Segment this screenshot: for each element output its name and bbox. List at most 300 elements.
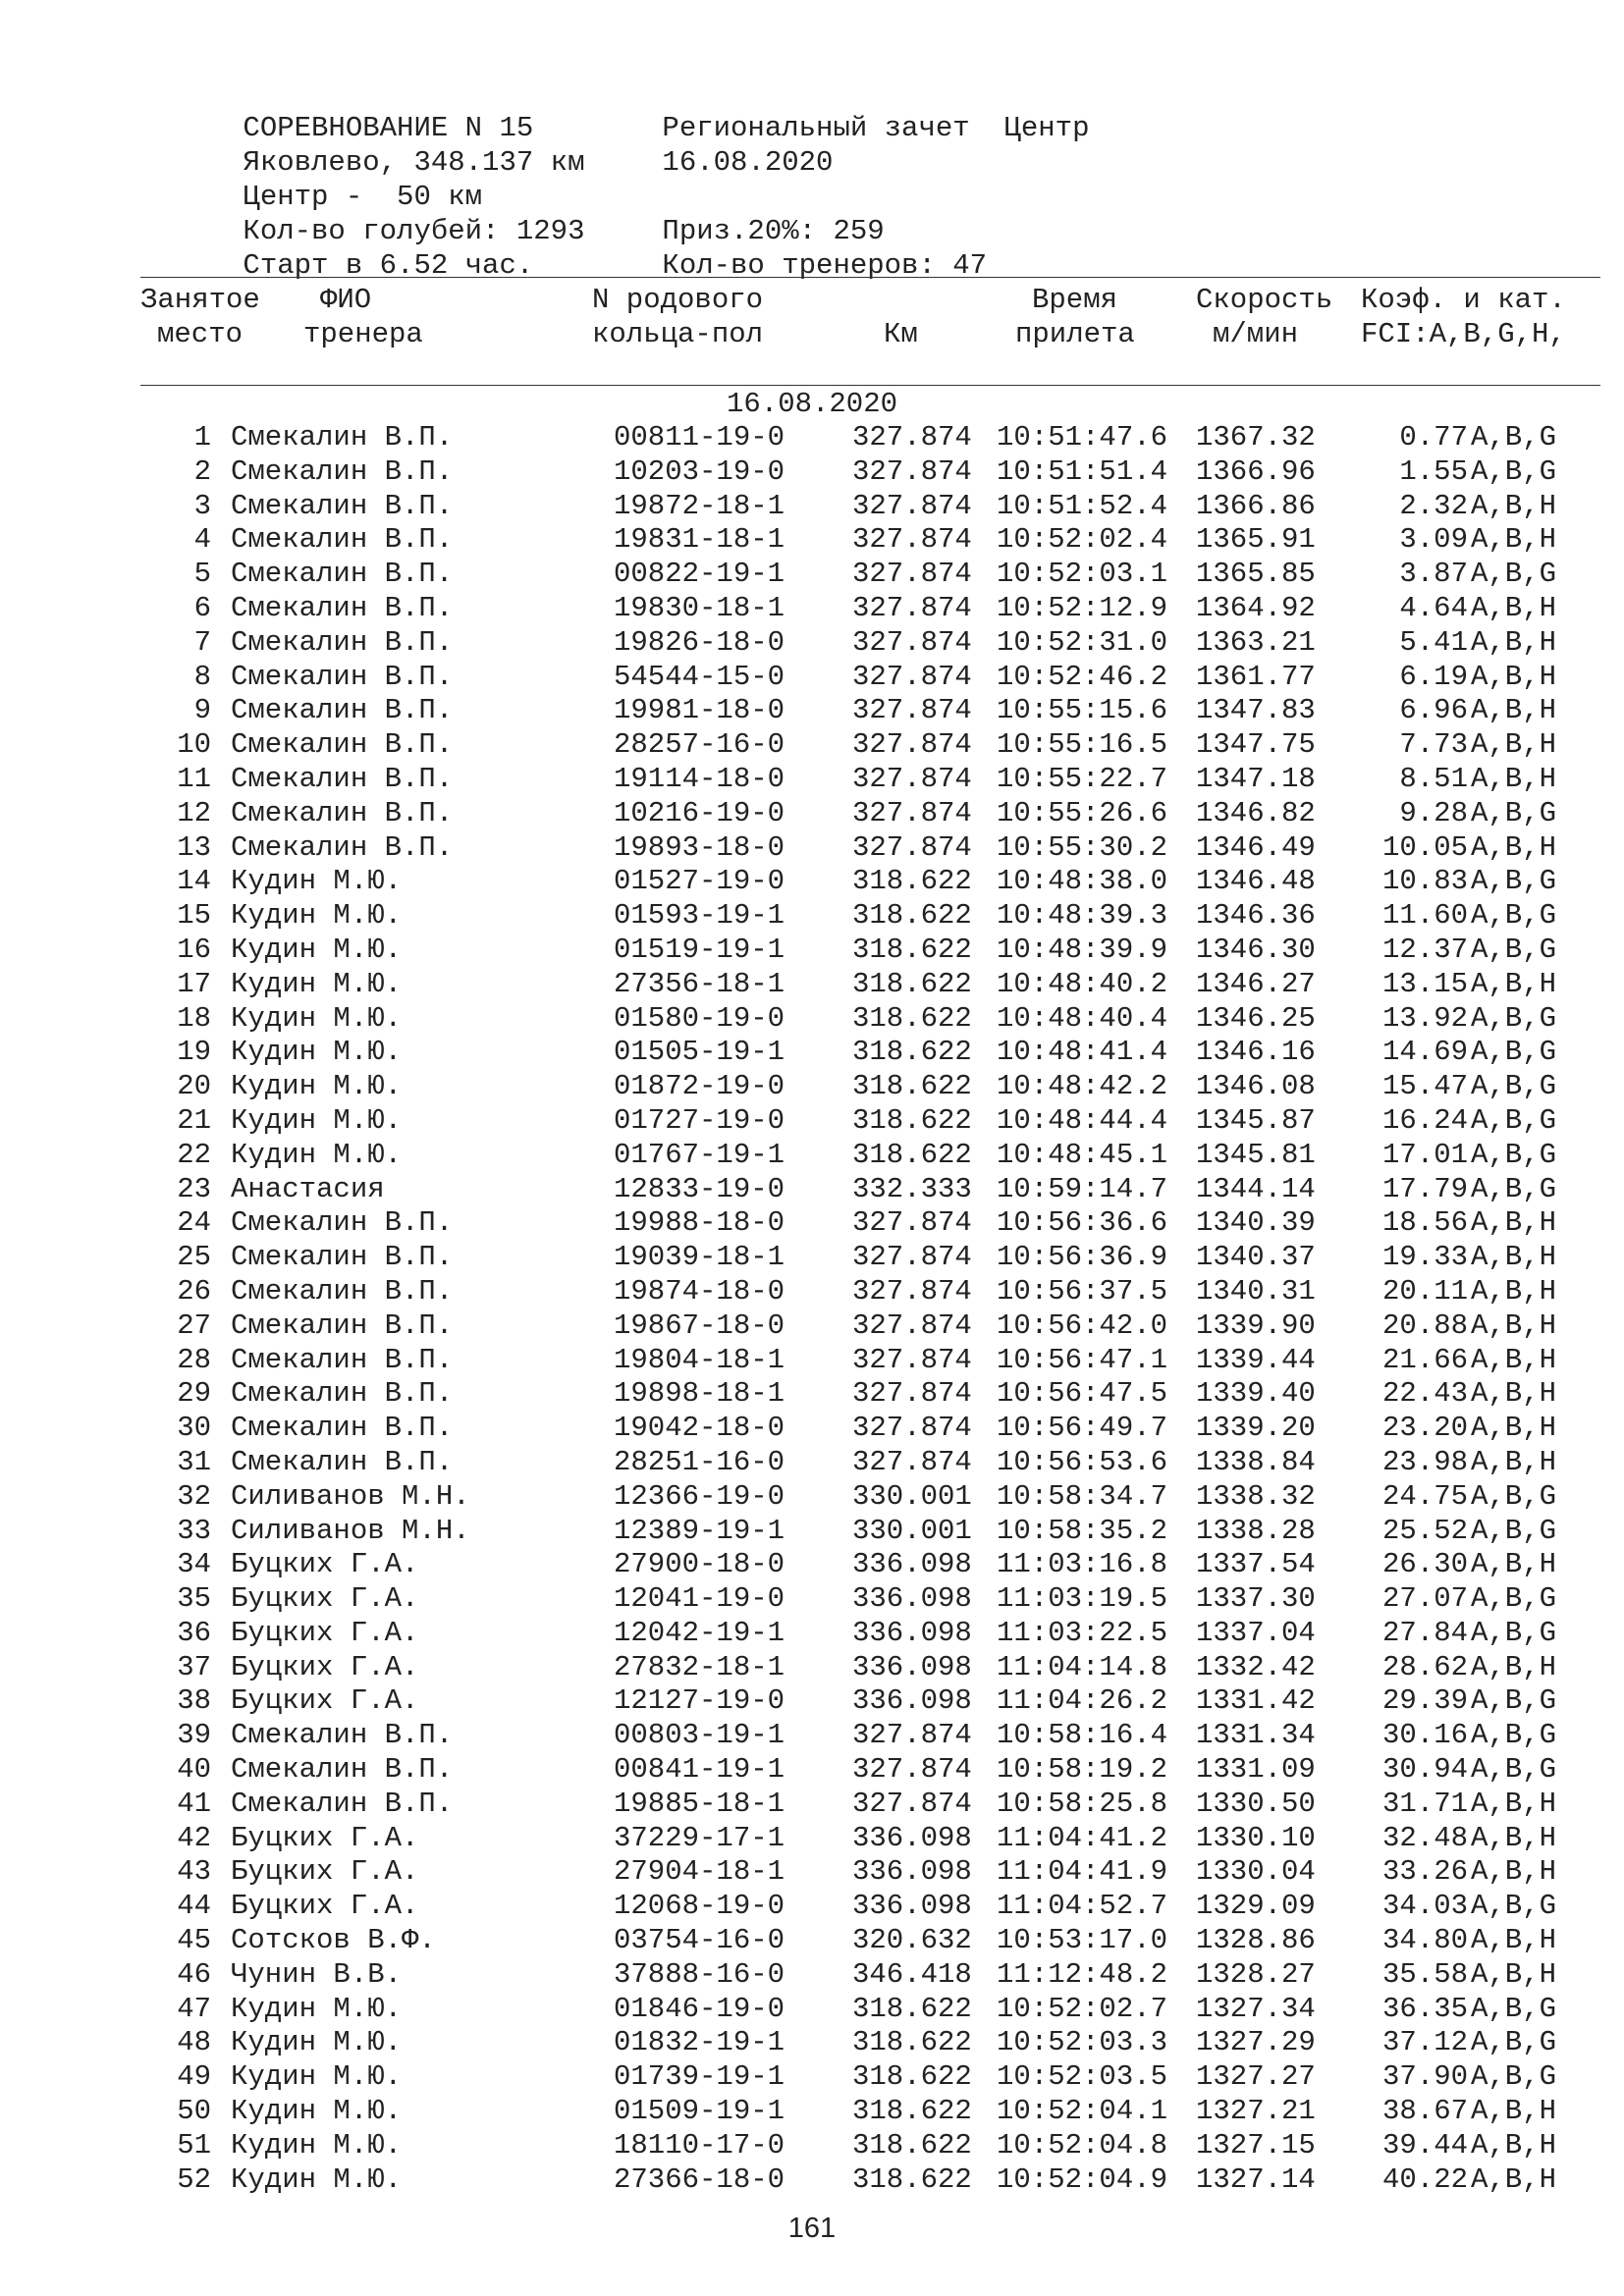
cell-ring-number: 28251-16-0 [614, 1445, 785, 1478]
table-row [0, 1617, 1624, 1651]
cell-place: 51 [177, 2128, 211, 2162]
cell-categories: A,B,H [1471, 1787, 1557, 1820]
cell-arrival-time: 11:04:41.2 [997, 1821, 1168, 1854]
cell-arrival-time: 10:58:19.2 [997, 1753, 1168, 1787]
cell-ring-number: 19039-18-1 [614, 1241, 785, 1274]
cell-place: 9 [193, 694, 211, 727]
cell-arrival-time: 10:56:36.6 [997, 1206, 1168, 1240]
cell-distance-km: 336.098 [852, 1650, 972, 1683]
cell-distance-km: 336.098 [852, 1582, 972, 1616]
cell-trainer-name: Смекалин В.П. [231, 796, 454, 829]
col-name-label-2: тренера [303, 318, 423, 350]
cell-trainer-name: Смекалин В.П. [231, 1377, 454, 1411]
cell-trainer-name: Сотсков В.Ф. [231, 1924, 436, 1957]
cell-categories: A,B,G [1471, 796, 1557, 829]
cell-ring-number: 19988-18-0 [614, 1206, 785, 1240]
cell-arrival-time: 11:04:41.9 [997, 1855, 1168, 1889]
cell-ring-number: 01509-19-1 [614, 2095, 785, 2128]
cell-place: 1 [193, 421, 211, 454]
cell-place: 25 [177, 1241, 211, 1274]
cell-speed: 1346.36 [1196, 899, 1316, 933]
cell-trainer-name: Смекалин В.П. [231, 1274, 454, 1308]
cell-arrival-time: 10:52:12.9 [997, 591, 1168, 624]
cell-speed: 1329.09 [1196, 1890, 1316, 1923]
cell-coefficient: 31.71 [1381, 1787, 1468, 1820]
cell-trainer-name: Смекалин В.П. [231, 694, 454, 727]
cell-coefficient: 16.24 [1381, 1103, 1468, 1137]
cell-trainer-name: Силиванов М.Н. [231, 1514, 470, 1547]
cell-ring-number: 00803-19-1 [614, 1719, 785, 1752]
cell-distance-km: 327.874 [852, 762, 972, 795]
cell-categories: A,B,H [1471, 591, 1557, 624]
cell-distance-km: 327.874 [852, 830, 972, 864]
table-row [0, 1993, 1624, 2027]
cell-arrival-time: 10:56:49.7 [997, 1412, 1168, 1445]
cell-place: 37 [177, 1650, 211, 1683]
cell-trainer-name: Буцких Г.А. [231, 1821, 419, 1854]
cell-categories: A,B,G [1471, 1890, 1557, 1923]
cell-coefficient: 3.09 [1399, 523, 1468, 557]
cell-speed: 1365.91 [1196, 523, 1316, 557]
table-row [0, 1890, 1624, 1924]
cell-arrival-time: 10:56:36.9 [997, 1241, 1168, 1274]
cell-ring-number: 27832-18-1 [614, 1650, 785, 1683]
cell-arrival-time: 10:59:14.7 [997, 1172, 1168, 1205]
table-row [0, 1036, 1624, 1070]
table-row [0, 1515, 1624, 1549]
cell-coefficient: 13.15 [1381, 967, 1468, 1000]
cell-arrival-time: 11:03:22.5 [997, 1616, 1168, 1649]
cell-trainer-name: Кудин М.Ю. [231, 1103, 403, 1137]
cell-arrival-time: 10:48:41.4 [997, 1036, 1168, 1069]
cell-place: 18 [177, 1001, 211, 1035]
cell-trainer-name: Смекалин В.П. [231, 454, 454, 488]
cell-distance-km: 318.622 [852, 2163, 972, 2196]
table-row [0, 1719, 1624, 1753]
cell-coefficient: 3.87 [1399, 558, 1468, 591]
page-number: 161 [787, 2213, 837, 2244]
cell-arrival-time: 10:58:34.7 [997, 1479, 1168, 1513]
cell-trainer-name: Кудин М.Ю. [231, 1036, 403, 1069]
cell-speed: 1347.83 [1196, 694, 1316, 727]
cell-speed: 1365.85 [1196, 558, 1316, 591]
cell-trainer-name: Смекалин В.П. [231, 762, 454, 795]
col-ring-label-2: кольца-пол [592, 318, 764, 350]
table-row [0, 1206, 1624, 1241]
cell-trainer-name: Буцких Г.А. [231, 1582, 419, 1616]
cell-ring-number: 01846-19-0 [614, 1992, 785, 2025]
cell-speed: 1346.08 [1196, 1070, 1316, 1103]
cell-place: 23 [177, 1172, 211, 1205]
start-time: Старт в 6.52 час. [243, 249, 534, 282]
cell-trainer-name: Смекалин В.П. [231, 558, 454, 591]
cell-ring-number: 27356-18-1 [614, 967, 785, 1000]
cell-categories: A,B,G [1471, 1138, 1557, 1171]
cell-ring-number: 01739-19-1 [614, 2060, 785, 2094]
cell-categories: A,B,H [1471, 1343, 1557, 1376]
cell-coefficient: 8.51 [1399, 762, 1468, 795]
cell-categories: A,B,G [1471, 2060, 1557, 2094]
release-location: Яковлево, 348.137 км [243, 146, 585, 179]
cell-distance-km: 327.874 [852, 1308, 972, 1342]
cell-categories: A,B,G [1471, 1036, 1557, 1069]
cell-ring-number: 27904-18-1 [614, 1855, 785, 1889]
cell-place: 33 [177, 1514, 211, 1547]
cell-distance-km: 330.001 [852, 1514, 972, 1547]
results-table-body [0, 421, 1624, 2197]
cell-distance-km: 327.874 [852, 591, 972, 624]
cell-categories: A,B,H [1471, 489, 1557, 522]
cell-distance-km: 318.622 [852, 1103, 972, 1137]
cell-coefficient: 24.75 [1381, 1479, 1468, 1513]
cell-ring-number: 00841-19-1 [614, 1753, 785, 1787]
cell-speed: 1327.29 [1196, 2026, 1316, 2059]
cell-speed: 1366.86 [1196, 489, 1316, 522]
cell-trainer-name: Буцких Г.А. [231, 1616, 419, 1649]
table-row [0, 968, 1624, 1002]
cell-arrival-time: 10:55:22.7 [997, 762, 1168, 795]
cell-speed: 1337.30 [1196, 1582, 1316, 1616]
cell-ring-number: 27366-18-0 [614, 2163, 785, 2196]
cell-arrival-time: 10:53:17.0 [997, 1924, 1168, 1957]
table-row [0, 1344, 1624, 1378]
cell-trainer-name: Смекалин В.П. [231, 660, 454, 693]
cell-ring-number: 37229-17-1 [614, 1821, 785, 1854]
cell-categories: A,B,G [1471, 865, 1557, 898]
cell-trainer-name: Смекалин В.П. [231, 489, 454, 522]
cell-place: 30 [177, 1412, 211, 1445]
cell-arrival-time: 10:52:03.3 [997, 2026, 1168, 2059]
cell-coefficient: 19.33 [1381, 1241, 1468, 1274]
cell-coefficient: 40.22 [1381, 2163, 1468, 2196]
cell-categories: A,B,H [1471, 660, 1557, 693]
cell-speed: 1346.82 [1196, 796, 1316, 829]
table-row [0, 1309, 1624, 1344]
cell-categories: A,B,H [1471, 1412, 1557, 1445]
table-row [0, 1070, 1624, 1104]
cell-categories: A,B,H [1471, 1241, 1557, 1274]
cell-ring-number: 01727-19-0 [614, 1103, 785, 1137]
cell-ring-number: 12389-19-1 [614, 1514, 785, 1547]
cell-ring-number: 10203-19-0 [614, 454, 785, 488]
cell-trainer-name: Кудин М.Ю. [231, 2060, 403, 2094]
table-row [0, 865, 1624, 899]
cell-arrival-time: 11:03:16.8 [997, 1548, 1168, 1581]
table-row [0, 797, 1624, 831]
cell-distance-km: 327.874 [852, 454, 972, 488]
cell-trainer-name: Смекалин В.П. [231, 1753, 454, 1787]
col-speed-label-2: м/мин [1213, 318, 1299, 350]
cell-distance-km: 336.098 [852, 1684, 972, 1718]
cell-ring-number: 19831-18-1 [614, 523, 785, 557]
cell-coefficient: 18.56 [1381, 1206, 1468, 1240]
cell-distance-km: 336.098 [852, 1821, 972, 1854]
cell-place: 44 [177, 1890, 211, 1923]
cell-distance-km: 318.622 [852, 933, 972, 966]
table-row [0, 1684, 1624, 1719]
cell-place: 2 [193, 454, 211, 488]
cell-arrival-time: 10:52:03.1 [997, 558, 1168, 591]
table-row [0, 831, 1624, 866]
cell-arrival-time: 10:55:16.5 [997, 728, 1168, 762]
cell-categories: A,B,G [1471, 1514, 1557, 1547]
table-row [0, 523, 1624, 558]
cell-ring-number: 54544-15-0 [614, 660, 785, 693]
cell-coefficient: 28.62 [1381, 1650, 1468, 1683]
col-coef-label-1: Коэф. и кат. [1361, 284, 1566, 316]
cell-arrival-time: 11:12:48.2 [997, 1957, 1168, 1991]
cell-distance-km: 327.874 [852, 1719, 972, 1752]
cell-speed: 1339.20 [1196, 1412, 1316, 1445]
table-row [0, 661, 1624, 695]
cell-trainer-name: Буцких Г.А. [231, 1650, 419, 1683]
cell-categories: A,B,H [1471, 762, 1557, 795]
cell-categories: A,B,H [1471, 1445, 1557, 1478]
cell-place: 38 [177, 1684, 211, 1718]
cell-distance-km: 327.874 [852, 489, 972, 522]
cell-arrival-time: 10:52:46.2 [997, 660, 1168, 693]
cell-coefficient: 27.07 [1381, 1582, 1468, 1616]
cell-coefficient: 37.90 [1381, 2060, 1468, 2094]
cell-speed: 1340.37 [1196, 1241, 1316, 1274]
cell-arrival-time: 10:58:16.4 [997, 1719, 1168, 1752]
cell-ring-number: 27900-18-0 [614, 1548, 785, 1581]
cell-categories: A,B,H [1471, 1924, 1557, 1957]
table-row [0, 1104, 1624, 1139]
cell-place: 13 [177, 830, 211, 864]
cell-speed: 1347.75 [1196, 728, 1316, 762]
cell-arrival-time: 10:56:37.5 [997, 1274, 1168, 1308]
table-row [0, 2060, 1624, 2095]
cell-trainer-name: Смекалин В.П. [231, 1206, 454, 1240]
header-row-1 [140, 77, 1090, 144]
cell-speed: 1327.27 [1196, 2060, 1316, 2094]
cell-distance-km: 327.874 [852, 694, 972, 727]
cell-ring-number: 37888-16-0 [614, 1957, 785, 1991]
table-row [0, 2129, 1624, 2163]
cell-place: 11 [177, 762, 211, 795]
table-row [0, 1480, 1624, 1515]
table-top-rule [140, 277, 1600, 278]
cell-arrival-time: 10:51:52.4 [997, 489, 1168, 522]
cell-trainer-name: Кудин М.Ю. [231, 899, 403, 933]
cell-categories: A,B,G [1471, 454, 1557, 488]
cell-place: 19 [177, 1036, 211, 1069]
table-row [0, 455, 1624, 490]
cell-coefficient: 25.52 [1381, 1514, 1468, 1547]
table-row [0, 1822, 1624, 1856]
cell-trainer-name: Смекалин В.П. [231, 1719, 454, 1752]
cell-categories: A,B,H [1471, 1855, 1557, 1889]
cell-coefficient: 34.03 [1381, 1890, 1468, 1923]
cell-place: 36 [177, 1616, 211, 1649]
cell-place: 45 [177, 1924, 211, 1957]
cell-speed: 1340.31 [1196, 1274, 1316, 1308]
cell-ring-number: 19898-18-1 [614, 1377, 785, 1411]
cell-place: 39 [177, 1719, 211, 1752]
cell-coefficient: 21.66 [1381, 1343, 1468, 1376]
table-row [0, 2026, 1624, 2060]
cell-coefficient: 9.28 [1399, 796, 1468, 829]
table-row [0, 592, 1624, 626]
cell-categories: A,B,G [1471, 1582, 1557, 1616]
cell-speed: 1337.54 [1196, 1548, 1316, 1581]
cell-place: 40 [177, 1753, 211, 1787]
cell-place: 3 [193, 489, 211, 522]
trainer-count: Кол-во тренеров: 47 [662, 249, 988, 282]
cell-trainer-name: Кудин М.Ю. [231, 933, 403, 966]
table-row [0, 763, 1624, 797]
cell-arrival-time: 10:56:42.0 [997, 1308, 1168, 1342]
cell-speed: 1331.34 [1196, 1719, 1316, 1752]
cell-distance-km: 327.874 [852, 1787, 972, 1820]
cell-categories: A,B,G [1471, 558, 1557, 591]
cell-ring-number: 01527-19-0 [614, 865, 785, 898]
cell-categories: A,B,H [1471, 2095, 1557, 2128]
cell-speed: 1344.14 [1196, 1172, 1316, 1205]
cell-coefficient: 4.64 [1399, 591, 1468, 624]
cell-coefficient: 22.43 [1381, 1377, 1468, 1411]
cell-trainer-name: Смекалин В.П. [231, 625, 454, 659]
cell-place: 32 [177, 1479, 211, 1513]
cell-ring-number: 01519-19-1 [614, 933, 785, 966]
cell-ring-number: 01767-19-1 [614, 1138, 785, 1171]
cell-trainer-name: Смекалин В.П. [231, 523, 454, 557]
cell-distance-km: 336.098 [852, 1616, 972, 1649]
cell-trainer-name: Кудин М.Ю. [231, 2026, 403, 2059]
cell-place: 20 [177, 1070, 211, 1103]
cell-place: 29 [177, 1377, 211, 1411]
cell-speed: 1328.86 [1196, 1924, 1316, 1957]
table-row [0, 694, 1624, 728]
table-row [0, 1241, 1624, 1275]
cell-distance-km: 318.622 [852, 2095, 972, 2128]
cell-distance-km: 327.874 [852, 421, 972, 454]
table-column-headers [140, 283, 1600, 353]
cell-arrival-time: 10:48:40.2 [997, 967, 1168, 1000]
cell-distance-km: 318.622 [852, 967, 972, 1000]
cell-distance-km: 318.622 [852, 2060, 972, 2094]
cell-ring-number: 03754-16-0 [614, 1924, 785, 1957]
cell-distance-km: 318.622 [852, 899, 972, 933]
table-row [0, 1446, 1624, 1480]
table-row [0, 1788, 1624, 1822]
cell-place: 6 [193, 591, 211, 624]
cell-distance-km: 327.874 [852, 523, 972, 557]
cell-categories: A,B,G [1471, 2026, 1557, 2059]
col-speed-label-1: Скорость [1196, 284, 1333, 316]
cell-coefficient: 27.84 [1381, 1616, 1468, 1649]
cell-place: 50 [177, 2095, 211, 2128]
cell-speed: 1364.92 [1196, 591, 1316, 624]
cell-speed: 1330.50 [1196, 1787, 1316, 1820]
cell-coefficient: 37.12 [1381, 2026, 1468, 2059]
cell-categories: A,B,H [1471, 2128, 1557, 2162]
table-row [0, 1582, 1624, 1617]
cell-coefficient: 29.39 [1381, 1684, 1468, 1718]
cell-place: 5 [193, 558, 211, 591]
cell-categories: A,B,H [1471, 523, 1557, 557]
cell-distance-km: 327.874 [852, 1377, 972, 1411]
cell-ring-number: 18110-17-0 [614, 2128, 785, 2162]
cell-distance-km: 336.098 [852, 1855, 972, 1889]
table-row [0, 1173, 1624, 1207]
cell-coefficient: 14.69 [1381, 1036, 1468, 1069]
cell-categories: A,B,H [1471, 1377, 1557, 1411]
cell-categories: A,B,H [1471, 1957, 1557, 1991]
cell-place: 41 [177, 1787, 211, 1820]
cell-distance-km: 327.874 [852, 728, 972, 762]
table-row [0, 626, 1624, 661]
cell-distance-km: 327.874 [852, 1445, 972, 1478]
cell-place: 46 [177, 1957, 211, 1991]
cell-ring-number: 12833-19-0 [614, 1172, 785, 1205]
cell-categories: A,B,H [1471, 694, 1557, 727]
table-row [0, 421, 1624, 455]
cell-arrival-time: 10:52:04.9 [997, 2163, 1168, 2196]
table-row [0, 1275, 1624, 1309]
col-ring-label-1: N родового [592, 284, 764, 316]
cell-arrival-time: 11:04:26.2 [997, 1684, 1168, 1718]
cell-coefficient: 33.26 [1381, 1855, 1468, 1889]
cell-categories: A,B,G [1471, 1992, 1557, 2025]
cell-arrival-time: 10:52:04.1 [997, 2095, 1168, 2128]
cell-distance-km: 332.333 [852, 1172, 972, 1205]
cell-categories: A,B,H [1471, 1548, 1557, 1581]
cell-arrival-time: 10:55:26.6 [997, 796, 1168, 829]
cell-categories: A,B,H [1471, 1308, 1557, 1342]
cell-speed: 1367.32 [1196, 421, 1316, 454]
cell-ring-number: 00822-19-1 [614, 558, 785, 591]
cell-speed: 1340.39 [1196, 1206, 1316, 1240]
cell-speed: 1338.28 [1196, 1514, 1316, 1547]
cell-coefficient: 10.83 [1381, 865, 1468, 898]
cell-place: 48 [177, 2026, 211, 2059]
table-row [0, 1753, 1624, 1788]
cell-arrival-time: 10:56:47.1 [997, 1343, 1168, 1376]
cell-categories: A,B,H [1471, 1274, 1557, 1308]
cell-categories: A,B,H [1471, 1821, 1557, 1854]
table-header-rule [140, 385, 1600, 386]
cell-ring-number: 19042-18-0 [614, 1412, 785, 1445]
cell-place: 17 [177, 967, 211, 1000]
cell-coefficient: 17.79 [1381, 1172, 1468, 1205]
cell-speed: 1346.48 [1196, 865, 1316, 898]
cell-speed: 1332.42 [1196, 1650, 1316, 1683]
cell-speed: 1330.04 [1196, 1855, 1316, 1889]
cell-speed: 1330.10 [1196, 1821, 1316, 1854]
cell-trainer-name: Кудин М.Ю. [231, 2095, 403, 2128]
cell-place: 42 [177, 1821, 211, 1854]
cell-speed: 1327.14 [1196, 2163, 1316, 2196]
cell-ring-number: 28257-16-0 [614, 728, 785, 762]
cell-trainer-name: Кудин М.Ю. [231, 1070, 403, 1103]
cell-distance-km: 327.874 [852, 1206, 972, 1240]
cell-coefficient: 23.20 [1381, 1412, 1468, 1445]
cell-place: 31 [177, 1445, 211, 1478]
date-group-label: 16.08.2020 [726, 388, 898, 420]
cell-distance-km: 327.874 [852, 660, 972, 693]
col-coef-label-2: FCI:A,B,G,H, [1361, 318, 1566, 350]
cell-categories: A,B,G [1471, 1684, 1557, 1718]
cell-ring-number: 19872-18-1 [614, 489, 785, 522]
cell-speed: 1337.04 [1196, 1616, 1316, 1649]
cell-arrival-time: 10:52:02.7 [997, 1992, 1168, 2025]
cell-coefficient: 32.48 [1381, 1821, 1468, 1854]
cell-ring-number: 10216-19-0 [614, 796, 785, 829]
cell-coefficient: 2.32 [1399, 489, 1468, 522]
table-row [0, 1924, 1624, 1958]
